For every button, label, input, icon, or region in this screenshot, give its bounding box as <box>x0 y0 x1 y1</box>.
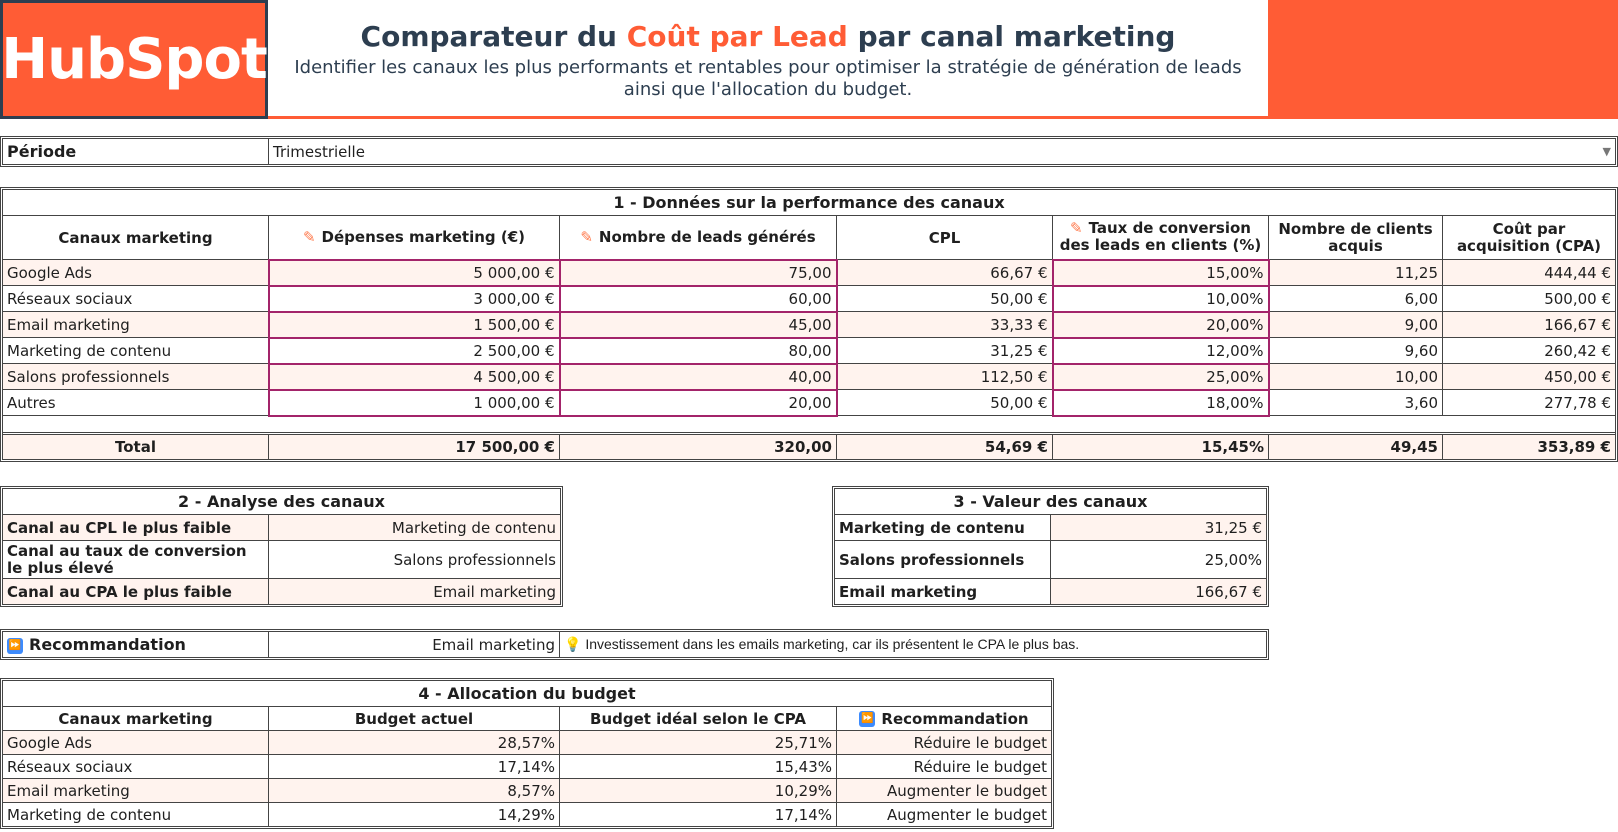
input-leads[interactable]: 20,00 <box>560 390 837 416</box>
total-clients: 49,45 <box>1269 434 1443 460</box>
page-subtitle: Identifier les canaux les plus performants et rentables pour optimiser la stratégie de génération de leads ainsi que l'allocation du budget. <box>294 57 1242 100</box>
input-depenses[interactable]: 3 000,00 € <box>269 286 560 312</box>
col-taux: ✎ Taux de conversion des leads en clients (%) <box>1053 216 1269 260</box>
cell-recommandation: Réduire le budget <box>837 731 1052 755</box>
periode-table <box>2 138 1616 165</box>
table-row <box>3 779 1052 803</box>
total-depenses: 17 500,00 € <box>269 434 560 460</box>
cell-clients: 10,00 <box>1269 364 1443 390</box>
cell-recommandation: Réduire le budget <box>837 755 1052 779</box>
table-row <box>3 803 1052 827</box>
cell-canal: Marketing de contenu <box>3 338 269 364</box>
table-row <box>835 515 1267 541</box>
total-cpl: 54,69 € <box>837 434 1053 460</box>
cell-budget-ideal: 17,14% <box>560 803 837 827</box>
recommandation-table <box>2 631 1267 658</box>
cell-budget-actuel: 17,14% <box>269 755 560 779</box>
fast-forward-icon: ⏩ <box>7 638 23 654</box>
cell-recommandation: Augmenter le budget <box>837 779 1052 803</box>
table-row <box>3 579 561 605</box>
col-budget-actuel: Budget actuel <box>269 707 560 731</box>
input-depenses[interactable]: 1 000,00 € <box>269 390 560 416</box>
cell-cpa: 166,67 € <box>1443 312 1616 338</box>
analyse-value: Email marketing <box>269 579 561 605</box>
hubspot-logo <box>0 0 268 119</box>
analyse-table <box>2 488 561 605</box>
input-leads[interactable]: 75,00 <box>560 260 837 286</box>
periode-label: Période <box>3 139 269 165</box>
cell-recommandation: Augmenter le budget <box>837 803 1052 827</box>
table-row <box>3 286 1616 312</box>
cell-cpl: 112,50 € <box>837 364 1053 390</box>
valeur-value: 166,67 € <box>1051 579 1267 605</box>
cell-budget-actuel: 28,57% <box>269 731 560 755</box>
input-taux[interactable]: 25,00% <box>1053 364 1269 390</box>
recommandation-canal: Email marketing <box>269 632 560 658</box>
input-taux[interactable]: 12,00% <box>1053 338 1269 364</box>
cell-canal: Réseaux sociaux <box>3 755 269 779</box>
analyse-label: Canal au CPA le plus faible <box>3 579 269 605</box>
total-label: Total <box>3 434 269 460</box>
input-taux[interactable]: 15,00% <box>1053 260 1269 286</box>
cell-canal: Google Ads <box>3 260 269 286</box>
cell-cpa: 277,78 € <box>1443 390 1616 416</box>
table-row <box>3 338 1616 364</box>
analyse-label: Canal au CPL le plus faible <box>3 515 269 541</box>
lightbulb-icon: 💡 <box>564 636 582 652</box>
recommandation-text-cell: 💡 Investissement dans les emails marketing, car ils présentent le CPA le plus bas. <box>560 632 1267 658</box>
section4-title: 4 - Allocation du budget <box>3 681 1052 707</box>
input-taux[interactable]: 18,00% <box>1053 390 1269 416</box>
cell-cpl: 31,25 € <box>837 338 1053 364</box>
pencil-icon: ✎ <box>302 228 316 247</box>
cell-budget-actuel: 8,57% <box>269 779 560 803</box>
table-row <box>3 755 1052 779</box>
page-header <box>268 0 1268 119</box>
cell-budget-ideal: 15,43% <box>560 755 837 779</box>
input-depenses[interactable]: 5 000,00 € <box>269 260 560 286</box>
valeur-label: Salons professionnels <box>835 541 1051 579</box>
input-taux[interactable]: 10,00% <box>1053 286 1269 312</box>
table-row <box>3 364 1616 390</box>
valeur-value: 31,25 € <box>1051 515 1267 541</box>
table-row <box>3 515 561 541</box>
input-leads[interactable]: 45,00 <box>560 312 837 338</box>
section2-title: 2 - Analyse des canaux <box>3 489 561 515</box>
cell-canal: Marketing de contenu <box>3 803 269 827</box>
col-recommandation: ⏩ Recommandation <box>837 707 1052 731</box>
cell-clients: 11,25 <box>1269 260 1443 286</box>
cell-clients: 9,60 <box>1269 338 1443 364</box>
logo-text: HubSpot <box>1 27 267 92</box>
table-row <box>3 390 1616 416</box>
section3-title: 3 - Valeur des canaux <box>835 489 1267 515</box>
section1-title: 1 - Données sur la performance des canaux <box>3 190 1616 216</box>
input-leads[interactable]: 40,00 <box>560 364 837 390</box>
total-cpa: 353,89 € <box>1443 434 1616 460</box>
input-leads[interactable]: 60,00 <box>560 286 837 312</box>
input-leads[interactable]: 80,00 <box>560 338 837 364</box>
recommandation-label-cell: ⏩ Recommandation <box>3 632 269 658</box>
pencil-icon: ✎ <box>1070 219 1083 238</box>
col-cpa: Coût par acquisition (CPA) <box>1443 216 1616 260</box>
cell-canal: Google Ads <box>3 731 269 755</box>
cell-cpl: 66,67 € <box>837 260 1053 286</box>
analyse-value: Salons professionnels <box>269 541 561 579</box>
cell-canal: Email marketing <box>3 312 269 338</box>
valeur-label: Email marketing <box>835 579 1051 605</box>
cell-cpl: 50,00 € <box>837 286 1053 312</box>
cell-cpa: 450,00 € <box>1443 364 1616 390</box>
cell-cpa: 500,00 € <box>1443 286 1616 312</box>
col-depenses: ✎ Dépenses marketing (€) <box>269 216 560 260</box>
col-canaux: Canaux marketing <box>3 216 269 260</box>
analyse-label: Canal au taux de conversion le plus élevé <box>3 541 269 579</box>
cell-clients: 9,00 <box>1269 312 1443 338</box>
table-row <box>835 579 1267 605</box>
input-taux[interactable]: 20,00% <box>1053 312 1269 338</box>
chevron-down-icon[interactable]: ▼ <box>1602 144 1611 158</box>
table-row <box>835 541 1267 579</box>
valeur-label: Marketing de contenu <box>835 515 1051 541</box>
cell-budget-actuel: 14,29% <box>269 803 560 827</box>
col-cpl: CPL <box>837 216 1053 260</box>
col-canaux: Canaux marketing <box>3 707 269 731</box>
table-row <box>3 260 1616 286</box>
performance-table <box>2 189 1616 460</box>
valeur-value: 25,00% <box>1051 541 1267 579</box>
table-row <box>3 312 1616 338</box>
cell-cpl: 50,00 € <box>837 390 1053 416</box>
total-taux: 15,45% <box>1053 434 1269 460</box>
cell-canal: Réseaux sociaux <box>3 286 269 312</box>
col-budget-ideal: Budget idéal selon le CPA <box>560 707 837 731</box>
input-depenses[interactable]: 4 500,00 € <box>269 364 560 390</box>
cell-cpa: 444,44 € <box>1443 260 1616 286</box>
total-row <box>3 434 1616 460</box>
cell-canal: Salons professionnels <box>3 364 269 390</box>
col-clients: Nombre de clients acquis <box>1269 216 1443 260</box>
cell-canal: Autres <box>3 390 269 416</box>
col-leads: ✎ Nombre de leads générés <box>560 216 837 260</box>
pencil-icon: ✎ <box>580 228 593 247</box>
input-depenses[interactable]: 1 500,00 € <box>269 312 560 338</box>
valeur-table <box>834 488 1267 605</box>
budget-table <box>2 680 1052 827</box>
analyse-value: Marketing de contenu <box>269 515 561 541</box>
spacer-row <box>3 416 1616 434</box>
cell-budget-ideal: 25,71% <box>560 731 837 755</box>
periode-value: Trimestrielle <box>273 142 365 161</box>
header-banner <box>1268 0 1618 119</box>
table-row <box>3 541 561 579</box>
fast-forward-icon: ⏩ <box>859 711 875 727</box>
cell-canal: Email marketing <box>3 779 269 803</box>
input-depenses[interactable]: 2 500,00 € <box>269 338 560 364</box>
cell-cpa: 260,42 € <box>1443 338 1616 364</box>
total-leads: 320,00 <box>560 434 837 460</box>
periode-select[interactable] <box>269 139 1616 165</box>
cell-budget-ideal: 10,29% <box>560 779 837 803</box>
page-title: Comparateur du Coût par Lead par canal marketing <box>360 20 1176 53</box>
table-row <box>3 731 1052 755</box>
cell-cpl: 33,33 € <box>837 312 1053 338</box>
cell-clients: 6,00 <box>1269 286 1443 312</box>
cell-clients: 3,60 <box>1269 390 1443 416</box>
